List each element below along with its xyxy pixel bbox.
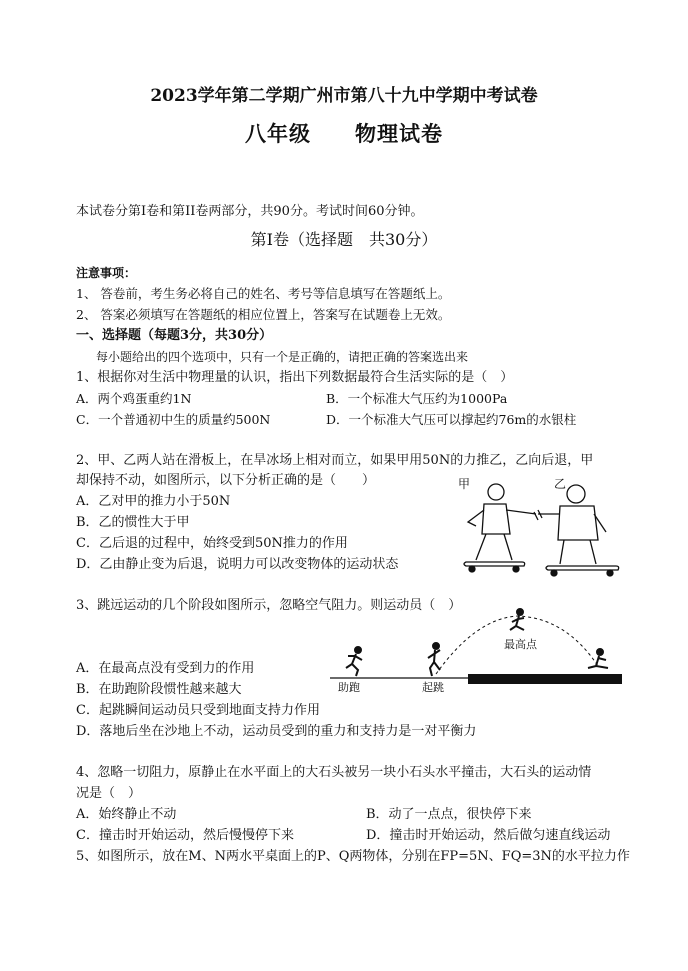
question-4-stem-line2: 况是（ ） [76, 786, 142, 801]
question-3-option-d: D．落地后坐在沙地上不动，运动员受到的重力和支持力是一对平衡力 [76, 724, 477, 739]
question-2-option-a: A．乙对甲的推力小于50N [76, 494, 231, 509]
question-4-option-d: D．撞击时开始运动，然后做匀速直线运动 [366, 828, 611, 843]
skater-jia-label: 甲 [458, 477, 471, 491]
question-3-option-c: C．起跳瞬间运动员只受到地面支持力作用 [76, 703, 320, 718]
peak-label: 最高点 [504, 638, 537, 651]
question-4-stem-line1: 4、忽略一切阻力，原静止在水平面上的大石头被另一块小石头水平撞击，大石头的运动情 [76, 765, 592, 780]
question-1-option-c: C．一个普通初中生的质量约500N [76, 412, 271, 427]
jumper-landing-icon [588, 649, 608, 668]
question-2-stem-line1: 2、甲、乙两人站在滑板上，在旱冰场上相对而立，如果甲用50N的力推乙，乙向后退，甲 [76, 453, 594, 468]
skater-yi [534, 485, 619, 576]
question-1-option-b: B．一个标准大气压约为1000Pa [326, 391, 508, 406]
question-3-option-a: A．在最高点没有受到力的作用 [76, 661, 255, 676]
question-2-option-b: B．乙的惯性大于甲 [76, 515, 190, 530]
question-2-stem-line2: 却保持不动，如图所示，以下分析正确的是（ ） [76, 473, 376, 488]
skater-yi-label: 乙 [554, 477, 567, 491]
question-2-option-c: C．乙后退的过程中，始终受到50N推力的作用 [76, 536, 348, 551]
run-label: 助跑 [338, 681, 360, 694]
question-5-stem: 5、如图所示，放在M、N两水平桌面上的P、Q两物体，分别在FP=5N、FQ=3N的水平拉力作 [76, 849, 630, 864]
exam-title: 2023学年第二学期广州市第八十九中学期中考试卷 [150, 86, 538, 106]
question-4-option-b: B．动了一点点，很快停下来 [366, 807, 532, 822]
question-1-option-a: A．两个鸡蛋重约1N [76, 391, 192, 406]
takeoff-label: 起跳 [422, 681, 444, 694]
question-2-option-d: D．乙由静止变为后退，说明力可以改变物体的运动状态 [76, 557, 399, 572]
question-4-option-c: C．撞击时开始运动，然后慢慢停下来 [76, 828, 294, 843]
question-4-option-a: A．始终静止不动 [76, 807, 177, 822]
runner-icon [346, 647, 362, 676]
note-item: 1、 答卷前，考生务必将自己的姓名、考号等信息填写在答题纸上。 [76, 286, 451, 301]
note-item: 2、 答案必须填写在答题纸的相应位置上，答案写在试题卷上无效。 [76, 307, 451, 322]
exam-subtitle [0, 121, 688, 146]
section-title: 第I卷（选择题 共30分） [250, 230, 438, 249]
part-heading: 一、选择题（每题3分，共30分） [76, 328, 273, 343]
long-jump-figure [326, 608, 626, 696]
sand-pit [468, 674, 622, 684]
question-1-option-d: D．一个标准大气压可以撑起约76m的水银柱 [326, 412, 577, 427]
intro-text: 本试卷分第I卷和第II卷两部分，共90分。考试时间60分钟。 [76, 204, 424, 219]
grade-label: 八年级 [245, 121, 311, 146]
question-3-stem: 3、跳远运动的几个阶段如图所示，忽略空气阻力。则运动员（ ） [76, 598, 462, 613]
jumper-peak-icon [510, 609, 524, 630]
skaters-figure [436, 474, 626, 578]
notes-heading: 注意事项： [76, 266, 137, 280]
part-instruction: 每小题给出的四个选项中，只有一个是正确的，请把正确的答案选出来 [96, 350, 469, 364]
subject-label: 物理试卷 [355, 121, 443, 146]
question-1-stem: 1、根据你对生活中物理量的认识，指出下列数据最符合生活实际的是（ ） [76, 370, 514, 385]
skater-jia [464, 484, 536, 572]
jumper-takeoff-icon [428, 643, 440, 676]
question-3-option-b: B．在助跑阶段惯性越来越大 [76, 682, 242, 697]
